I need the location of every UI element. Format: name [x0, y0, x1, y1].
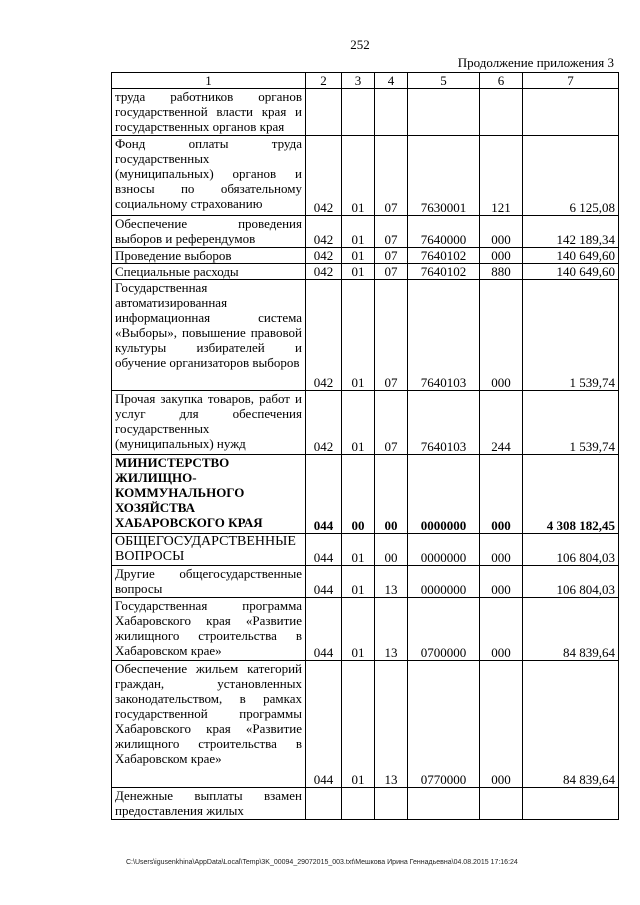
- header-cell: 3: [342, 73, 375, 89]
- header-cell: 6: [480, 73, 523, 89]
- ministry-code-cell: 044: [306, 566, 342, 598]
- amount-cell: 140 649,60: [523, 264, 619, 280]
- amount-cell: [523, 89, 619, 136]
- header-cell: 7: [523, 73, 619, 89]
- table-row: [112, 566, 619, 598]
- header-cell: 5: [408, 73, 480, 89]
- subsection-cell: [375, 89, 408, 136]
- amount-cell: 84 839,64: [523, 661, 619, 788]
- section-cell: 01: [342, 598, 375, 661]
- section-cell: 00: [342, 455, 375, 534]
- expense-type-cell: 000: [480, 248, 523, 264]
- row-name-cell: Государственная автоматизированная информационная система «Выборы», повышение правовой культуры избирателей и обучение организаторов выборов: [112, 280, 306, 391]
- amount-cell: 106 804,03: [523, 534, 619, 566]
- target-article-cell: 7640102: [408, 264, 480, 280]
- subsection-cell: 00: [375, 534, 408, 566]
- amount-cell: 142 189,34: [523, 216, 619, 248]
- table-row: [112, 598, 619, 661]
- table-row: [112, 788, 619, 820]
- amount-cell: 140 649,60: [523, 248, 619, 264]
- amount-cell: 84 839,64: [523, 598, 619, 661]
- amount-cell: 1 539,74: [523, 280, 619, 391]
- table-row: [112, 391, 619, 455]
- row-name-cell: Другие общегосударственные вопросы: [112, 566, 306, 598]
- subsection-cell: 07: [375, 391, 408, 455]
- amount-cell: [523, 788, 619, 820]
- table-row: [112, 136, 619, 216]
- section-cell: [342, 788, 375, 820]
- expense-type-cell: 000: [480, 455, 523, 534]
- target-article-cell: [408, 788, 480, 820]
- expense-type-cell: 000: [480, 280, 523, 391]
- target-article-cell: 0700000: [408, 598, 480, 661]
- subsection-cell: 07: [375, 216, 408, 248]
- row-name-cell: Государственная программа Хабаровского края «Развитие жилищного строительства в Хабаровском крае»: [112, 598, 306, 661]
- amount-cell: 4 308 182,45: [523, 455, 619, 534]
- expense-type-cell: 000: [480, 216, 523, 248]
- target-article-cell: [408, 89, 480, 136]
- ministry-code-cell: 042: [306, 136, 342, 216]
- table-row: [112, 264, 619, 280]
- expense-type-cell: [480, 788, 523, 820]
- section-cell: 01: [342, 534, 375, 566]
- table-row: [112, 248, 619, 264]
- expense-type-cell: 121: [480, 136, 523, 216]
- section-cell: 01: [342, 661, 375, 788]
- ministry-code-cell: 042: [306, 216, 342, 248]
- section-cell: 01: [342, 264, 375, 280]
- ministry-code-cell: 044: [306, 598, 342, 661]
- header-cell: 1: [112, 73, 306, 89]
- row-name-cell: ОБЩЕГОСУДАРСТВЕННЫЕ ВОПРОСЫ: [112, 534, 306, 566]
- table-row: [112, 534, 619, 566]
- row-name-cell: Специальные расходы: [112, 264, 306, 280]
- row-name-cell: Обеспечение проведения выборов и референдумов: [112, 216, 306, 248]
- target-article-cell: 7640103: [408, 391, 480, 455]
- section-cell: [342, 89, 375, 136]
- row-name-cell: Денежные выплаты взамен предоставления жилых: [112, 788, 306, 820]
- row-name-cell: Проведение выборов: [112, 248, 306, 264]
- table-row: [112, 216, 619, 248]
- expense-type-cell: 000: [480, 598, 523, 661]
- section-cell: 01: [342, 248, 375, 264]
- subsection-cell: 13: [375, 661, 408, 788]
- ministry-code-cell: 042: [306, 264, 342, 280]
- ministry-code-cell: 044: [306, 455, 342, 534]
- subsection-cell: 07: [375, 264, 408, 280]
- subsection-cell: 00: [375, 455, 408, 534]
- ministry-code-cell: [306, 788, 342, 820]
- ministry-code-cell: 042: [306, 248, 342, 264]
- subsection-cell: 13: [375, 598, 408, 661]
- ministry-code-cell: [306, 89, 342, 136]
- expense-type-cell: 000: [480, 534, 523, 566]
- row-name-cell: МИНИСТЕРСТВО ЖИЛИЩНО-КОММУНАЛЬНОГО ХОЗЯЙСТВА ХАБАРОВСКОГО КРАЯ: [112, 455, 306, 534]
- header-cell: 2: [306, 73, 342, 89]
- subsection-cell: 07: [375, 280, 408, 391]
- subsection-cell: 07: [375, 136, 408, 216]
- section-cell: 01: [342, 280, 375, 391]
- expense-type-cell: [480, 89, 523, 136]
- section-cell: 01: [342, 391, 375, 455]
- expense-type-cell: 000: [480, 661, 523, 788]
- expense-type-cell: 244: [480, 391, 523, 455]
- row-name-cell: Фонд оплаты труда государственных (муниципальных) органов и взносы по обязательному социальному страхованию: [112, 136, 306, 216]
- header-row: [112, 73, 619, 89]
- target-article-cell: 0770000: [408, 661, 480, 788]
- amount-cell: 1 539,74: [523, 391, 619, 455]
- ministry-code-cell: 044: [306, 661, 342, 788]
- target-article-cell: 0000000: [408, 455, 480, 534]
- ministry-code-cell: 042: [306, 391, 342, 455]
- table-row: [112, 455, 619, 534]
- budget-table: [111, 72, 619, 820]
- amount-cell: 106 804,03: [523, 566, 619, 598]
- target-article-cell: 0000000: [408, 534, 480, 566]
- page-number: 252: [350, 37, 370, 52]
- subsection-cell: [375, 788, 408, 820]
- footer-path: C:\Users\igusenkhina\AppData\Local\Temp\3K_00094_29072015_003.txt\Мешкова Ирина Геннадьевна\04.08.2015 17:16:24: [126, 859, 518, 866]
- subsection-cell: 13: [375, 566, 408, 598]
- header-cell: 4: [375, 73, 408, 89]
- ministry-code-cell: 042: [306, 280, 342, 391]
- target-article-cell: 7640103: [408, 280, 480, 391]
- target-article-cell: 7640102: [408, 248, 480, 264]
- expense-type-cell: 000: [480, 566, 523, 598]
- row-name-cell: труда работников органов государственной власти края и государственных органов края: [112, 89, 306, 136]
- section-cell: 01: [342, 216, 375, 248]
- section-cell: 01: [342, 566, 375, 598]
- table-row: [112, 661, 619, 788]
- target-article-cell: 7640000: [408, 216, 480, 248]
- target-article-cell: 7630001: [408, 136, 480, 216]
- target-article-cell: 0000000: [408, 566, 480, 598]
- row-name-cell: Обеспечение жильем категорий граждан, установленных законодательством, в рамках государственной программы Хабаровского края «Развитие жилищного строительства в Хабаровском крае»: [112, 661, 306, 788]
- row-name-cell: Прочая закупка товаров, работ и услуг для обеспечения государственных (муниципальных) нужд: [112, 391, 306, 455]
- ministry-code-cell: 044: [306, 534, 342, 566]
- table-row: [112, 89, 619, 136]
- section-cell: 01: [342, 136, 375, 216]
- continuation-label: Продолжение приложения 3: [457, 55, 614, 70]
- subsection-cell: 07: [375, 248, 408, 264]
- amount-cell: 6 125,08: [523, 136, 619, 216]
- expense-type-cell: 880: [480, 264, 523, 280]
- table-row: [112, 280, 619, 391]
